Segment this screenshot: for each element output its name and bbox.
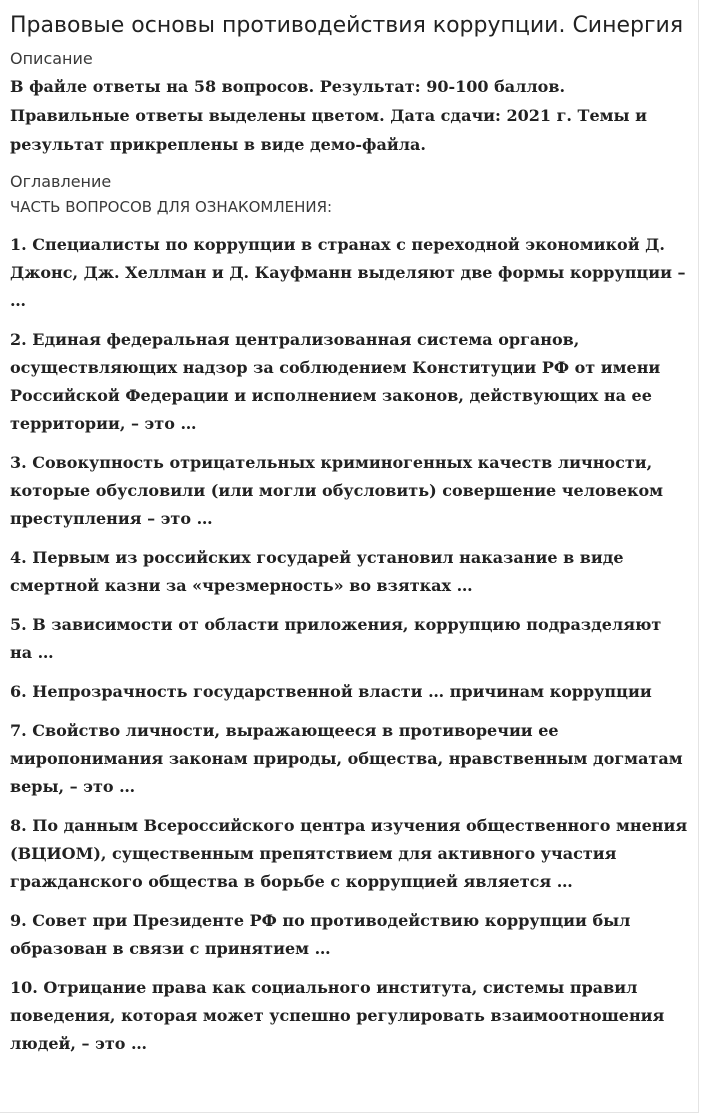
- toc-subtitle: ЧАСТЬ ВОПРОСОВ ДЛЯ ОЗНАКОМЛЕНИЯ:: [10, 198, 333, 216]
- description-text: В файле ответы на 58 вопросов. Результат: 90-100 баллов. Правильные ответы выделены цветом. Дата сдачи: 2021 г. Темы и результат прикреплены в виде демо-файла.: [10, 77, 647, 154]
- question-item: 5. В зависимости от области приложения, коррупцию подразделяют на …: [10, 615, 662, 662]
- question-item: 9. Совет при Президенте РФ по противодействию коррупции был образован в связи с принятием …: [10, 911, 631, 958]
- question-item: 2. Единая федеральная централизованная система органов, осуществляющих надзор за соблюдением Конституции РФ от имени Российской Федерации и исполнением законов, действующих на ее территории, – это …: [10, 330, 661, 433]
- question-item: 1. Специалисты по коррупции в странах с переходной экономикой Д. Джонс, Дж. Хеллман и Д. Кауфманн выделяют две формы коррупции – …: [10, 235, 686, 310]
- question-item: 7. Свойство личности, выражающееся в противоречии ее миропонимания законам природы, общества, нравственным догматам веры, – это …: [10, 721, 683, 796]
- question-item: 6. Непрозрачность государственной власти … причинам коррупции: [10, 682, 652, 701]
- question-list: [10, 231, 688, 1058]
- question-item: 3. Совокупность отрицательных криминогенных качеств личности, которые обусловили (или могли обусловить) совершение человеком преступления – это …: [10, 453, 664, 528]
- toc-label: Оглавление: [10, 172, 112, 191]
- page-title: Правовые основы противодействия коррупции. Синергия: [10, 13, 684, 38]
- question-item: 4. Первым из российских государей установил наказание в виде смертной казни за «чрезмерность» во взятках …: [10, 548, 624, 595]
- description-label: Описание: [10, 49, 93, 68]
- question-item: 8. По данным Всероссийского центра изучения общественного мнения (ВЦИОМ), существенным препятствием для активного участия гражданского общества в борьбе с коррупцией является …: [10, 816, 688, 891]
- question-item: 10. Отрицание права как социального института, системы правил поведения, которая может успешно регулировать взаимоотношения людей, – это …: [10, 978, 665, 1053]
